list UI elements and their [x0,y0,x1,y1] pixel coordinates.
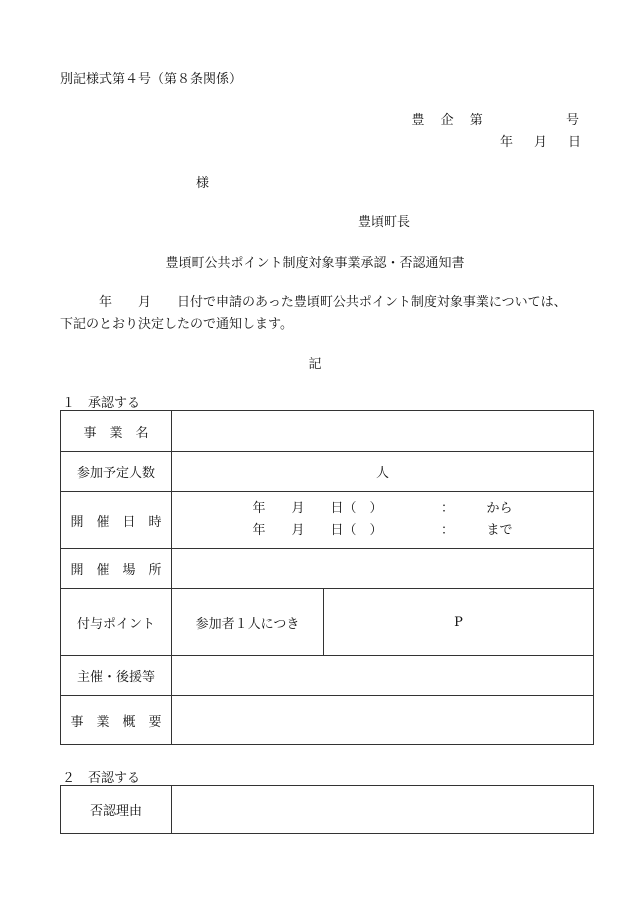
points-unit: P [454,614,463,630]
document-date: 年 月 日 [499,135,585,150]
approval-table [60,410,594,745]
addressee: 様 [196,176,210,191]
approve-section-heading: １ 承認する [62,396,141,411]
project-name-label: 事 業 名 [61,411,172,452]
venue-value [172,549,594,589]
project-name-value [172,411,594,452]
sender: 豊頃町長 [358,215,411,230]
points-label: 付与ポイント [61,589,172,656]
sponsor-value [172,656,594,696]
participants-unit: 人 [375,466,389,481]
summary-value [172,696,594,745]
points-value [324,589,594,656]
date-to: 年 月 日（ ） ： まで [252,523,513,538]
body-text-line-1: 年 月 日付で申請のあった豊頃町公共ポイント制度対象事業については、 [60,295,567,310]
participants-value [172,452,594,492]
table-row [61,452,594,492]
participants-label: 参加予定人数 [61,452,172,492]
table-row [61,549,594,589]
ki-marker: 記 [308,357,322,372]
table-row [61,786,594,834]
table-row [61,656,594,696]
body-text-line-2: 下記のとおり決定したので通知します。 [60,317,293,332]
table-row [61,492,594,549]
sponsor-label: 主催・後援等 [61,656,172,696]
date-from: 年 月 日（ ） ： から [252,501,513,516]
document-number: 豊 企 第 号 [411,113,585,128]
dates-value [172,492,594,549]
venue-label: 開 催 場 所 [61,549,172,589]
table-row [61,589,594,656]
dates-label: 開 催 日 時 [61,492,172,549]
per-person-label: 参加者１人につき [172,589,324,656]
form-number-label: 別記様式第４号（第８条関係） [60,72,243,87]
reject-reason-value [172,786,594,834]
rejection-table [60,785,594,834]
summary-label: 事 業 概 要 [61,696,172,745]
table-row [61,411,594,452]
reject-section-heading: ２ 否認する [62,771,141,786]
reject-reason-label: 否認理由 [61,786,172,834]
document-title: 豊頃町公共ポイント制度対象事業承認・否認通知書 [165,256,465,271]
table-row [61,696,594,745]
